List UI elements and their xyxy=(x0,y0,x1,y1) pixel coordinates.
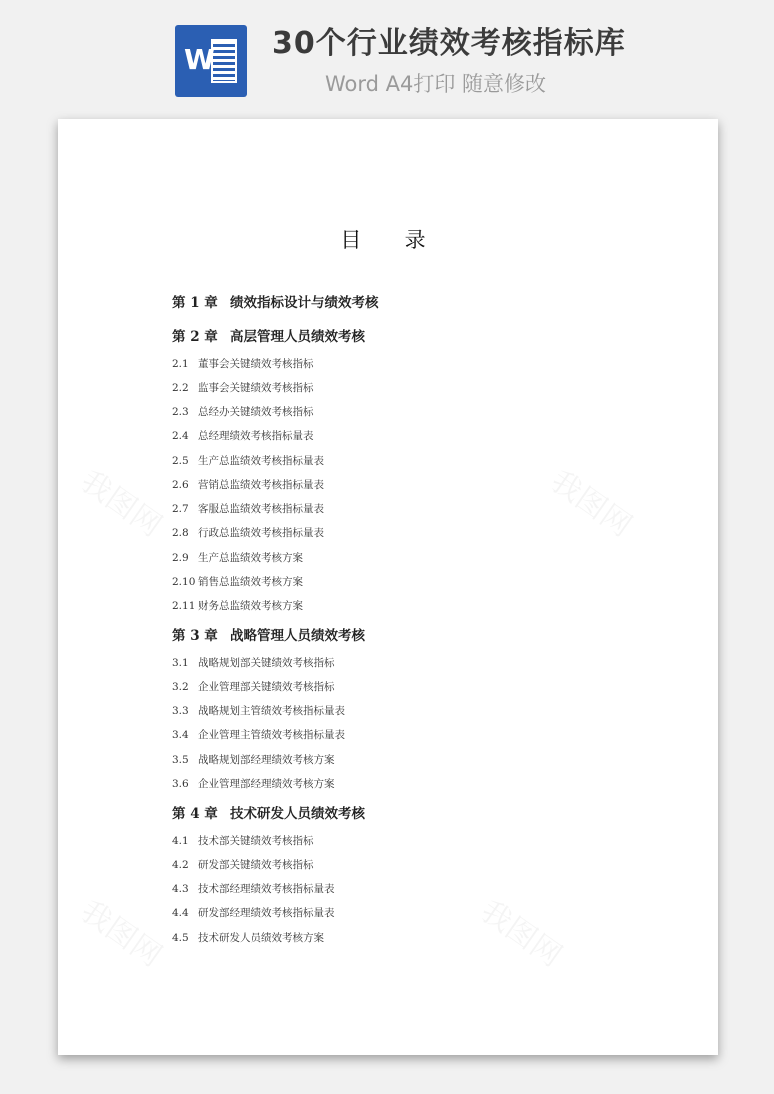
toc-entry-title: 战略规划部经理绩效考核方案 xyxy=(198,754,335,766)
toc-entry-number: 2.5 xyxy=(172,455,189,467)
toc-entry-title: 客服总监绩效考核指标量表 xyxy=(198,503,324,515)
toc-entry-title: 技术研发人员绩效考核 xyxy=(230,806,365,822)
toc-section-entry[interactable] xyxy=(172,356,314,372)
toc-entry-number: 2.1 xyxy=(172,358,189,370)
toc-entry-title: 技术部经理绩效考核指标量表 xyxy=(198,883,335,895)
toc-section-entry[interactable] xyxy=(172,574,303,590)
toc-section-entry[interactable] xyxy=(172,380,314,396)
toc-entry-number: 第 4 章 xyxy=(172,806,218,822)
toc-entry-title: 总经办关键绩效考核指标 xyxy=(198,406,314,418)
banner-subtitle: Word A4打印 随意修改 xyxy=(325,72,547,96)
toc-section-entry[interactable] xyxy=(172,453,324,469)
toc-entry-title: 董事会关键绩效考核指标 xyxy=(198,358,314,370)
toc-entry-title: 企业管理部经理绩效考核方案 xyxy=(198,778,335,790)
toc-entry-title: 生产总监绩效考核方案 xyxy=(198,552,303,564)
toc-entry-title: 战略规划部关键绩效考核指标 xyxy=(198,657,335,669)
toc-entry-number: 第 2 章 xyxy=(172,329,218,345)
toc-heading: 目 录 xyxy=(340,228,436,252)
toc-entry-title: 研发部经理绩效考核指标量表 xyxy=(198,907,335,919)
toc-entry-title: 营销总监绩效考核指标量表 xyxy=(198,479,324,491)
toc-chapter-entry[interactable] xyxy=(172,327,365,347)
toc-entry-number: 3.5 xyxy=(172,754,189,766)
toc-section-entry[interactable] xyxy=(172,501,324,517)
toc-entry-number: 3.3 xyxy=(172,705,189,717)
toc-entry-title: 高层管理人员绩效考核 xyxy=(230,329,365,345)
toc-chapter-entry[interactable] xyxy=(172,626,365,646)
banner-title: 30个行业绩效考核指标库 xyxy=(272,26,626,61)
toc-entry-number: 3.4 xyxy=(172,729,189,741)
toc-section-entry[interactable] xyxy=(172,833,314,849)
toc-entry-title: 总经理绩效考核指标量表 xyxy=(198,430,314,442)
toc-entry-number: 2.11 xyxy=(172,600,196,612)
toc-section-entry[interactable] xyxy=(172,905,335,921)
toc-entry-number: 第 1 章 xyxy=(172,295,218,311)
toc-entry-title: 企业管理部关键绩效考核指标 xyxy=(198,681,335,693)
toc-chapter-entry[interactable] xyxy=(172,804,365,824)
toc-entry-number: 2.10 xyxy=(172,576,196,588)
document-page xyxy=(58,119,718,1055)
toc-section-entry[interactable] xyxy=(172,550,303,566)
toc-entry-number: 4.1 xyxy=(172,835,189,847)
banner xyxy=(0,0,774,118)
watermark xyxy=(544,457,643,545)
toc-entry-title: 行政总监绩效考核指标量表 xyxy=(198,527,324,539)
watermark xyxy=(474,887,573,975)
toc-entry-title: 研发部关键绩效考核指标 xyxy=(198,859,314,871)
toc-entry-title: 战略规划主管绩效考核指标量表 xyxy=(198,705,345,717)
toc-section-entry[interactable] xyxy=(172,752,335,768)
toc-section-entry[interactable] xyxy=(172,428,314,444)
toc-entry-number: 2.2 xyxy=(172,382,189,394)
toc-section-entry[interactable] xyxy=(172,727,345,743)
toc-chapter-entry[interactable] xyxy=(172,293,379,313)
toc-entry-number: 4.3 xyxy=(172,883,189,895)
toc-section-entry[interactable] xyxy=(172,679,335,695)
toc-entry-number: 2.7 xyxy=(172,503,189,515)
watermark xyxy=(74,887,173,975)
toc-section-entry[interactable] xyxy=(172,655,335,671)
word-icon xyxy=(175,25,247,97)
toc-entry-title: 监事会关键绩效考核指标 xyxy=(198,382,314,394)
toc-entry-number: 2.8 xyxy=(172,527,189,539)
toc-section-entry[interactable] xyxy=(172,776,335,792)
toc-section-entry[interactable] xyxy=(172,857,314,873)
toc-section-entry[interactable] xyxy=(172,525,324,541)
toc-section-entry[interactable] xyxy=(172,930,324,946)
toc-entry-number: 第 3 章 xyxy=(172,628,218,644)
toc-entry-number: 3.6 xyxy=(172,778,189,790)
toc-entry-title: 生产总监绩效考核指标量表 xyxy=(198,455,324,467)
toc-entry-number: 3.2 xyxy=(172,681,189,693)
toc-entry-number: 2.6 xyxy=(172,479,189,491)
toc-entry-number: 2.4 xyxy=(172,430,189,442)
toc-section-entry[interactable] xyxy=(172,703,345,719)
toc-entry-title: 企业管理主管绩效考核指标量表 xyxy=(198,729,345,741)
toc-entry-number: 4.5 xyxy=(172,932,189,944)
toc-entry-number: 3.1 xyxy=(172,657,189,669)
toc-entry-title: 销售总监绩效考核方案 xyxy=(198,576,303,588)
watermark xyxy=(74,457,173,545)
toc-section-entry[interactable] xyxy=(172,598,303,614)
toc-section-entry[interactable] xyxy=(172,477,324,493)
toc-entry-title: 绩效指标设计与绩效考核 xyxy=(230,295,379,311)
toc-entry-title: 战略管理人员绩效考核 xyxy=(230,628,365,644)
toc-entry-title: 技术部关键绩效考核指标 xyxy=(198,835,314,847)
toc-entry-number: 2.9 xyxy=(172,552,189,564)
toc-entry-number: 4.4 xyxy=(172,907,189,919)
toc-entry-title: 财务总监绩效考核方案 xyxy=(198,600,303,612)
toc-entry-number: 2.3 xyxy=(172,406,189,418)
toc-entry-title: 技术研发人员绩效考核方案 xyxy=(198,932,324,944)
toc-entry-number: 4.2 xyxy=(172,859,189,871)
word-icon-letter: W xyxy=(184,43,215,76)
toc-section-entry[interactable] xyxy=(172,404,314,420)
toc-section-entry[interactable] xyxy=(172,881,335,897)
